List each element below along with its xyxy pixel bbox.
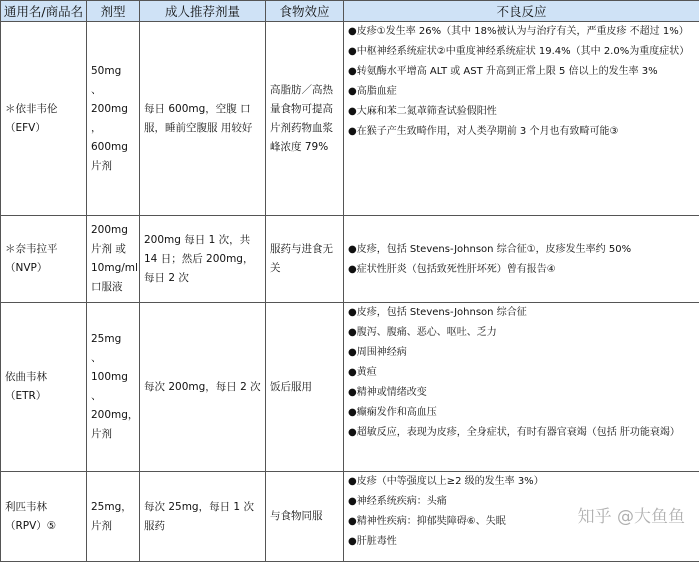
adverse-item: ●精神或情绪改变 <box>348 384 695 401</box>
recommended-dose: 每次 25mg，每日 1 次服药 <box>140 472 266 562</box>
header-name: 通用名/商品名 <box>1 1 87 22</box>
adverse-item: ●皮疹（中等强度以上≥2 级的发生率 3%） <box>348 473 695 490</box>
watermark: 知乎 @大鱼鱼 <box>578 502 685 527</box>
recommended-dose: 每次 200mg，每日 2 次 <box>140 303 266 472</box>
adverse-item: ●高脂血症 <box>348 83 695 100</box>
adverse-item: ●中枢神经系统症状②中重度神经系统症状 19.4%（其中 2.0%为重度症状） <box>348 43 695 60</box>
adverse-item: ●精神性疾病：抑郁奘障碍⑥、失眠 <box>348 513 695 530</box>
recommended-dose: 200mg 每日 1 次，共 14 日；然后 200mg，每日 2 次 <box>140 216 266 303</box>
table-row <box>1 22 699 216</box>
adverse-item: ●症状性肝炎（包括致死性肝坏死）曾有报告④ <box>348 261 695 278</box>
adverse-item: ●神经系统疾病：头痛 <box>348 493 695 510</box>
adverse-item: ●黄疸 <box>348 364 695 381</box>
adverse-item: ●腹泻、腹痛、恶心、呕吐、乏力 <box>348 324 695 341</box>
drug-name: 依曲韦林（ETR） <box>1 303 87 472</box>
drug-name: ＊依非韦伦（EFV） <box>1 22 87 216</box>
header-dose: 成人推荐剂量 <box>140 1 266 22</box>
food-effect: 与食物同服 <box>266 472 344 562</box>
adverse-item: ●皮疹①发生率 26%（其中 18%被认为与治疗有关，严重皮疹 不超过 1%） <box>348 23 695 40</box>
adverse-item: ●皮疹，包括 Stevens-Johnson 综合征 <box>348 304 695 321</box>
dosage-form: 25mg，片剂 <box>87 472 140 562</box>
table-header-row <box>1 1 699 22</box>
adverse-item: ●皮疹，包括 Stevens-Johnson 综合征①，皮疹发生率约 50% <box>348 241 695 258</box>
adverse-reactions-cell <box>344 216 699 303</box>
adverse-item: ●在猴子产生致畸作用，对人类孕期前 3 个月也有致畸可能③ <box>348 123 695 140</box>
recommended-dose: 每日 600mg，空腹 口服，睡前空腹服 用较好 <box>140 22 266 216</box>
header-form: 剂型 <box>87 1 140 22</box>
drug-name: ＊奈韦拉平（NVP） <box>1 216 87 303</box>
table-row <box>1 216 699 303</box>
adverse-item: ●肝脏毒性 <box>348 533 695 550</box>
adverse-reactions-cell <box>344 22 699 216</box>
adverse-reactions-cell <box>344 303 699 472</box>
food-effect: 服药与进食无关 <box>266 216 344 303</box>
food-effect: 饭后服用 <box>266 303 344 472</box>
adverse-item: ●癫痫发作和高血压 <box>348 404 695 421</box>
dosage-form: 200mg 片剂 或 10mg/ml 口服液 <box>87 216 140 303</box>
food-effect: 高脂肪／高热量食物可提高片剂药物血浆峰浓度 79% <box>266 22 344 216</box>
dosage-form: 25mg 、100mg 、200mg，片剂 <box>87 303 140 472</box>
adverse-item: ●转氨酶水平增高 ALT 或 AST 升高到正常上限 5 倍以上的发生率 3% <box>348 63 695 80</box>
adverse-item: ●超敏反应，表现为皮疹，全身症状，有时有器官衰竭（包括 肝功能衰竭） <box>348 424 695 441</box>
header-food-effect: 食物效应 <box>266 1 344 22</box>
drug-name: 利匹韦林（RPV）⑤ <box>1 472 87 562</box>
adverse-item: ●大麻和苯二氮䓬筛查试验假阳性 <box>348 103 695 120</box>
header-adverse-reactions: 不良反应 <box>344 1 699 22</box>
adverse-item: ●周围神经病 <box>348 344 695 361</box>
table-row <box>1 303 699 472</box>
dosage-form: 50mg 、200mg ，600mg 片剂 <box>87 22 140 216</box>
